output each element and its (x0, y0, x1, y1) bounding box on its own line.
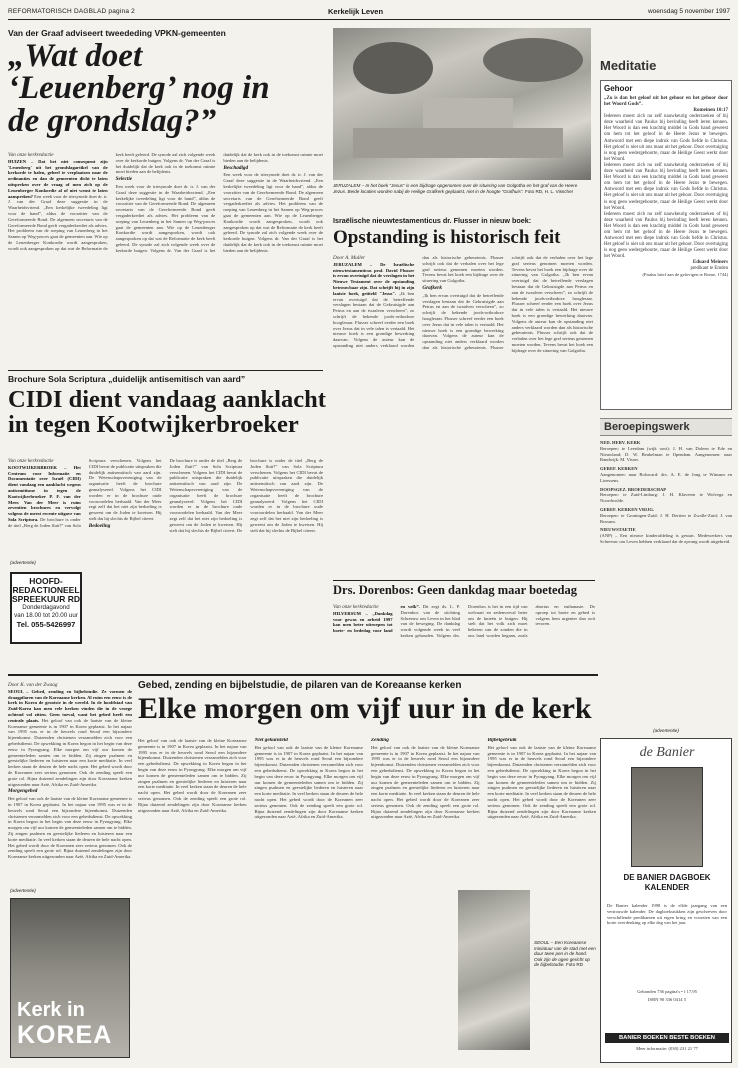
banier-ad (600, 738, 732, 1063)
article5-subhead-niet-gekunsteld: Niet gekunsteld (254, 738, 288, 743)
banier-contact: Meer informatie: (030) 231 21 77 (636, 1046, 698, 1051)
article1-text-3: Een week voor de triesynode doet dr. ir. J. van der Graaf deze suggestie in de Waarheidsvriend. „Een kerkelijke tweedeling ligt voor de hand”, aldus de voorzitter van de Gereformeerde Bond. De algemeen secretaris van de Gereformeerde Bond geeft vergaderkrediet als advies. Het probleem van de roeping van Leuenberg in het Samen op Weg-proces gaat de gemeenten aan. Wie op de Leuenberger Konkordie wordt aangesproken, wordt ook aangesproken op dat wat de Reformatie de kerk heeft geleerd. De synode zal zich volgende week over de kerkorde buigen. Volgens dr. Van der Graaf is het duidelijk dat de kerk ook in de toekomst ruimte moet bieden aan de belijdenis. (223, 172, 323, 253)
article3-text-2: „Ik ben ervan overtuigd dat de betreffende verslagen bestaan dat de Gekruisigde aan Petrus en aan de twaalven verscheen”, zo schrijft de bekende joods-orthodoxe hoogleraar. Flusser schreef eerder een boek over Jezus dat in vele talen is vertaald. Het nieuwe boek is een grondige bewerking daarvan. Volgens de auteur kan de opstanding niet anders verklaard worden dan als historische gebeurtenis. Flusser schrijft ook dat de verhalen over het lege graf serieus genomen moeten worden. Tevens bevat het boek een bijdrage over de situering van Golgotha. (422, 255, 593, 350)
article4-body (333, 604, 595, 668)
article5-intro (8, 682, 132, 882)
photo1-credit: Foto RD, H. L. Visscher (524, 188, 574, 194)
meditatie-author: Eduard Meiners (692, 260, 728, 266)
article3-text-3: „Ik ben ervan overtuigd dat de betreffende verslagen bestaan dat de Gekruisigde aan Petrus en aan de twaalven verscheen”, zo schrijft de bekende joods-orthodoxe hoogleraar. Flusser schreef eerder een boek over Jezus dat in vele talen is vertaald. Het nieuwe boek is een grondige bewerking daarvan. Volgens de auteur kan de opstanding niet anders verklaard worden dan als historische gebeurtenis. Flusser schrijft ook dat de verhalen over het lege graf serieus genomen moeten worden. Tevens bevat het boek een bijdrage over de situering van Golgotha. (511, 272, 593, 353)
seoul-photo-caption: SEOUL – Een Koreaanse miniatuur van de stad met een duur twee pen in de hand. Ook zijn de ogen gericht op de bijbelstudie. Foto RD (534, 940, 596, 968)
article4-byline: Van onze kerkredactie (333, 604, 379, 610)
article3-byline: Door A. Muller (333, 255, 366, 261)
article2-subhead: Bedoeling (88, 522, 111, 529)
article4-text: Dit zegt ds. L. P. Dorenbos van de stichting Schreeuw om Leven in het blad van de beweging. De dankdag wordt volgende week in veel kerken gehouden. Volgens drs. Dorenbos is het in een tijd van welvaart en zedenverval beter om de knieën te buigen. Hij stelt dat het volk zich moet bekeren van de zonden die in ons land worden begaan, zoals abortus en euthanasie. De oproep tot boete en gebed is volgens hem urgenter dan ooit tevoren. (400, 604, 595, 638)
article5-text-6: Het geloof van ook de laatste van de kleine Koreaanse gemeente is in 1907 in Korea geplaatst. In het najaar van 1995 was er in de heuvels rond Seoul een bijzondere bijeenkomst. Duizenden christenen verzamelden zich voor een gebedsdienst. De opwekking in Korea begon in het begin van deze eeuw in Pyongyang. Elke morgen om vijf uur komen de gemeenteleden samen om te bidden. Zij zingen psalmen en geestelijke liederen en luisteren naar een korte meditatie. In veel kerken staan de deuren de hele nacht open. Het gebed wordt door de Koreanen zeer serieus genomen. Ook de zending speelt een grote rol. Bijna duizend zendelingen zijn door Koreaanse kerken uitgezonden naar Azië, Afrika en Zuid-Amerika. (487, 744, 596, 820)
article3-subhead: Grafkerk (422, 284, 442, 291)
meditatie-body-2: Iedereen moest zich nu zelf nauwkeurig onderzoeken of hij deze waarheid van Paulus bij bevinding heeft leren kennen. Het Woord is dan een krachtig middel in Gods hand geweest om hem tot het geloof in de Heere Jezus te bewegen. Antwoord met een diepe indruk van Gods liefde in Christus. Het geloof is niet uit ons maar uit het gehoor. Door overtuiging is nog geen wedergeboorte, maar de Heilige Geest werkt door het Woord. (604, 162, 728, 211)
meditatie-verse: „Zo is dan het geloof uit het gehoor en het gehoor door het Woord Gods”. (604, 96, 728, 108)
hoofdredactioneel-ad: HOOFD- REDACTIONEEL SPREEKUUR RD Donderdagavond van 18.00 tot 20.00 uur Tel. 055-5426997 (10, 572, 82, 644)
jeruzalem-photo (333, 28, 591, 180)
meditatie-body: Iedereen moest zich nu zelf nauwkeurig onderzoeken of hij deze waarheid van Paulus bij bevinding heeft leren kennen. Het Woord is dan een krachtig middel in Gods hand geweest om hem tot het geloof in de Heere Jezus te bewegen. Antwoord met een diepe indruk van Gods liefde in Christus. Het geloof is niet uit ons maar uit het gehoor. Door overtuiging is nog geen wedergeboorte, maar de Heilige Geest werkt door het Woord. (604, 114, 728, 162)
meditatie-author-note2: (Paulus brief aan de gelovigen te Rome, 1744) (642, 272, 728, 278)
meditatie-box (600, 80, 732, 410)
article2-lead: KOOTWIJKERBROEK – Het Centrum voor Informatie en Documentatie over Israël (CIDI) dient vandaag een aanklacht wegens antisemitisme in tegen de Kootwijkerbroeker P. F. van der Meer. Van der Meer is ruim zeventien brochures en vervolgt volgens de meest recente uitgave van Sola Scriptura. (8, 464, 81, 522)
beroeps-entry: GEREF. KERKEN VRIJG. Beroepen: te Groningen-Zuid: J. H. Dertien te Zwolle-Zuid; J. van Rossum. (600, 506, 732, 524)
article1-subhead-beschadigd: Beschadigd (223, 164, 249, 171)
meditatie-title: Gehoor (604, 84, 633, 93)
issue-date: woensdag 5 november 1997 (647, 8, 730, 15)
article5-lead: SEOUL – Gebed, zending en bijbelstudie. Ze vormen de draagpilaren van de Koreaanse kerken. Al ruim een eeuw is de kerk in Korea de grootste in de wereld. In de hoofdstad van Zuid-Korea kan men vele kerken vinden die in de vroege ochtend vol zitten. Geen toeval, want het gebed heeft een centrale plaats. (8, 688, 132, 723)
article1-kicker: Van der Graaf adviseert tweededing VPKN-gemeenten (8, 28, 226, 38)
article3-body (333, 255, 593, 573)
article5-top-rule (8, 674, 598, 676)
article5-text-5: Het geloof van ook de laatste van de kleine Koreaanse gemeente is in 1907 in Korea geplaatst. In het najaar van 1995 was er in de heuvels rond Seoul een bijzondere bijeenkomst. Duizenden christenen verzamelden zich voor een gebedsdienst. De opwekking in Korea begon in het begin van deze eeuw in Pyongyang. Elke morgen om vijf uur komen de gemeenteleden samen om te bidden. Zij zingen psalmen en geestelijke liederen en luisteren naar een korte meditatie. In veel kerken staan de deuren de hele nacht open. Het gebed wordt door de Koreanen zeer serieus genomen. Ook de zending speelt een grote rol. Bijna duizend zendelingen zijn door Koreaanse kerken uitgezonden naar Azië, Afrika en Zuid-Amerika. (371, 744, 480, 820)
article4-lead: HILVERSUM – „Dankdag voor gewas en arbeid 1997 kan men beter uitroepen tot boete- en bededag voor land en volk”. (333, 604, 420, 634)
article2-text-3: De brochure is onder de titel „Berg de Joden fluit?” van Sola Scriptura verschenen. Volgens het CIDI bevat de publicatie uitspraken die duidelijk antisemitisch van aard zijn. De Wetenschapsvereniging van de organisatie heeft de brochure geanalyseerd. Volgens het CIDI worden er in de brochure oude vooroordelen herhaald. Van der Meer zegt zelf dat het niet zijn bedoeling is geweest om de Joden te kwetsen. Hij stelt dat hij slechts de Bijbel citeert. (236, 458, 323, 533)
ad3-line2: KOREA (17, 1021, 113, 1049)
section-title: Kerkelijk Leven (328, 7, 384, 16)
masthead (8, 6, 730, 20)
article5-headline: Elke morgen om vijf uur in de kerk (138, 694, 592, 725)
meditatie-body-3: Iedereen moest zich nu zelf nauwkeurig onderzoeken of hij deze waarheid van Paulus bij bevinding heeft leren kennen. Het Woord is dan een krachtig middel in Gods hand geweest om hem tot het geloof in de Heere Jezus te bewegen. Antwoord met een diepe indruk van Gods liefde in Christus. Het geloof is niet uit ons maar uit het gehoor. Door overtuiging is nog geen wedergeboorte, maar de Heilige Geest werkt door het Woord. (604, 211, 728, 260)
banier-book-cover (631, 767, 703, 867)
article5-subhead-bijbelgebruik: Bijbelgebruik (487, 738, 517, 743)
article3-headline: Opstanding is historisch feit (333, 228, 561, 248)
banier-body: De Banier kalender 1998 is de elfde jaargang van een vertrouwde kalender. De dagboekstukken zijn geschreven door verschillende predikanten uit eigen kring en voorzien van een korte overdenking op elke dag van het jaar. (607, 903, 727, 926)
meditatie-author-note: predikant te Emden (690, 266, 728, 272)
article2-text-2: De brochure is onder de titel „Berg de Joden fluit?” van Sola Scriptura verschenen. Volgens het CIDI bevat de publicatie uitspraken die duidelijk antisemitisch van aard zijn. De Wetenschapsvereniging van de organisatie heeft de brochure geanalyseerd. Volgens het CIDI worden er in de brochure oude vooroordelen herhaald. Van der Meer zegt zelf dat het niet zijn bedoeling is geweest om de Joden te kwetsen. Hij stelt dat hij slechts de Bijbel citeert. (169, 458, 243, 533)
article4-headline: Drs. Dorenbos: Geen dankdag maar boetedag (333, 584, 577, 597)
article4-top-rule (333, 580, 595, 581)
beroeps-entry: DOOPSGEZ. BROEDERSCHAP Beroepen: te Zuid-Limburg: J. H. Klaveren te Wolvega en Noordwolde. (600, 486, 732, 504)
article5-text-4: Het geloof van ook de laatste van de kleine Koreaanse gemeente is in 1907 in Korea geplaatst. In het najaar van 1995 was er in de heuvels rond Seoul een bijzondere bijeenkomst. Duizenden christenen verzamelden zich voor een gebedsdienst. De opwekking in Korea begon in het begin van deze eeuw in Pyongyang. Elke morgen om vijf uur komen de gemeenteleden samen om te bidden. Zij zingen psalmen en geestelijke liederen en luisteren naar een korte meditatie. In veel kerken staan de deuren de hele nacht open. Het gebed wordt door de Koreanen zeer serieus genomen. Ook de zending speelt een grote rol. Bijna duizend zendelingen zijn door Koreaanse kerken uitgezonden naar Azië, Afrika en Zuid-Amerika. (254, 744, 363, 820)
article2-kicker: Brochure Sola Scriptura „duidelijk antisemitisch van aard” (8, 374, 246, 384)
banier-shop: BANIER BOEKEN BESTE BOEKEN (605, 1033, 729, 1043)
article1-body (8, 152, 323, 364)
beroeps-entry: GEREF. KERKEN Aangenomen: naar Bolsward: drs. A. E. de Jong te Winsum en Lioessens. (600, 466, 732, 483)
ad1-tag: (advertentie) (10, 560, 36, 565)
beroeps-entry: NIEUWSTAETIE (ANP) – Een nieuwe kinderafdeling is gestart. Medewerkers van Schreeuw om Leven hebben verklaard dat de opvang wordt uitgebreid. (600, 527, 732, 544)
seoul-photo-credit: Foto RD (565, 962, 584, 968)
article2-headline: CIDI dient vandaag aanklacht in tegen Kootwijkerbroeker (8, 388, 326, 438)
seoul-photo (458, 890, 530, 1050)
article2-text: De brochure is onder de titel „Berg de Joden fluit?” van Sola Scriptura verschenen. Volgens het CIDI bevat de publicatie uitspraken die duidelijk antisemitisch van aard zijn. De Wetenschapsvereniging van de organisatie heeft de brochure geanalyseerd. Volgens het CIDI worden er in de brochure oude vooroordelen herhaald. Van der Meer zegt zelf dat het niet zijn bedoeling is geweest om de Joden te kwetsen. Hij stelt dat hij slechts de Bijbel citeert. (8, 458, 162, 528)
photo1-caption: JERUZALEM – In het boek "Jesus" is een bijdrage opgenomen over de situering van Golgotha en het graf van de Heere Jezus. Beide locaties worden nabij de Heilige Grafkerk geplaatst, niet in de hoogte "Grafhuis". Foto RD, H. L. Visscher (333, 183, 578, 194)
article5-subhead-morgengebed: Morgengebed (8, 788, 38, 795)
article3-lead: JERUZALEM – De Israëlische nieuwtestamenticus prof. David Flusser is ervan overtuigd dat de verslagen in het Nieuwe Testament over de opstanding betrouwbaar zijn. Dat schrijft hij in zijn laatste boek, getiteld "Jesus". (333, 261, 415, 296)
article5-kicker: Gebed, zending en bijbelstudie, de pilaren van de Koreaanse kerken (138, 680, 462, 691)
article3-kicker: Israëlische nieuwtestamenticus dr. Flusser in nieuw boek: (333, 216, 532, 225)
beroepingswerk-list (600, 440, 732, 660)
article5-subhead-zending: Zending (371, 738, 389, 743)
banier-book-title: DE BANIER DAGBOEK KALENDER (623, 873, 711, 892)
paper-name: REFORMATORISCH DAGBLAD pagina 2 (8, 8, 135, 15)
article1-byline: Van onze kerkredactie (8, 152, 54, 158)
article2-top-rule (8, 370, 323, 371)
article1-headline: „Wat doet ‘Leuenberg’ nog in de grondslag?” (8, 40, 270, 139)
banier-isbn: ISBN 90 336 0414 5 (647, 997, 687, 1002)
banier-price: Gebonden 736 pagina's • f 17,95 (637, 989, 697, 994)
article5-text: Het geloof van ook de laatste van de kleine Koreaanse gemeente is in 1907 in Korea geplaatst. In het najaar van 1995 was er in de heuvels rond Seoul een bijzondere bijeenkomst. Duizenden christenen verzamelden zich voor een gebedsdienst. De opwekking in Korea begon in het begin van deze eeuw in Pyongyang. Elke morgen om vijf uur komen de gemeenteleden samen om te bidden. Zij zingen psalmen en geestelijke liederen en luisteren naar een korte meditatie. In veel kerken staan de deuren de hele nacht open. Het gebed wordt door de Koreanen zeer serieus genomen. Ook de zending speelt een grote rol. Bijna duizend zendelingen zijn door Koreaanse kerken uitgezonden naar Azië, Afrika en Zuid-Amerika. (8, 717, 132, 787)
article5-byline: Door K. van der Zwaag (8, 682, 58, 688)
article3-text: „Ik ben ervan overtuigd dat de betreffende verslagen bestaan dat de Gekruisigde aan Petrus en aan de twaalven verscheen”, zo schrijft de bekende joods-orthodoxe hoogleraar. Flusser schreef eerder een boek over Jezus dat in vele talen is vertaald. Het nieuwe boek is een grondige bewerking daarvan. Volgens de auteur kan de opstanding niet anders verklaard worden dan als historische gebeurtenis. Flusser schrijft ook dat de verhalen over het lege graf serieus genomen moeten worden. Tevens bevat het boek een bijdrage over de situering van Golgotha. (333, 255, 504, 348)
article5-text-3: Het geloof van ook de laatste van de kleine Koreaanse gemeente is in 1907 in Korea geplaatst. In het najaar van 1995 was er in de heuvels rond Seoul een bijzondere bijeenkomst. Duizenden christenen verzamelden zich voor een gebedsdienst. De opwekking in Korea begon in het begin van deze eeuw in Pyongyang. Elke morgen om vijf uur komen de gemeenteleden samen om te bidden. Zij zingen psalmen en geestelijke liederen en luisteren naar een korte meditatie. In veel kerken staan de deuren de hele nacht open. Het gebed wordt door de Koreanen zeer serieus genomen. Ook de zending speelt een grote rol. Bijna duizend zendelingen zijn door Koreaanse kerken uitgezonden naar Azië, Afrika en Zuid-Amerika. (138, 738, 247, 813)
banier-brand: de Banier (639, 745, 695, 760)
ad3-line1: Kerk in (17, 999, 85, 1021)
beroeps-entry: NED. HERV. KERK Beroepen: te Leerdam (wijk oost): J. H. van Doleen te Ede en Nieuwland; D. W. Beukelman te Ilpendam. Aangenomen: naar Randwijk: M. Visser. (600, 440, 732, 463)
meditatie-header: Meditatie (600, 58, 657, 73)
beroepingswerk-banner: Beroepingswerk (600, 418, 732, 436)
ad3-tag: (advertentie) (10, 888, 36, 893)
meditatie-ref: Romeinen 10:17 (693, 108, 728, 114)
article1-subhead-selectie: Selectie (115, 176, 133, 183)
kerk-in-korea-ad (10, 898, 130, 1058)
article1-text: Een week voor de triesynode doet dr. ir. J. van der Graaf deze suggestie in de Waarheidsvriend. „Een kerkelijke tweedeling ligt voor de hand”, aldus de voorzitter van de Gereformeerde Bond. De algemeen secretaris van de Gereformeerde Bond geeft vergaderkrediet als advies. Het probleem van de roeping van Leuenberg in het Samen op Weg-proces gaat de gemeenten aan. Wie op de Leuenberger Konkordie wordt aangesproken, wordt ook aangesproken op dat wat de Reformatie de kerk heeft geleerd. De synode zal zich volgende week over de kerkorde buigen. Volgens dr. Van der Graaf is het duidelijk dat de kerk ook in de toekomst ruimte moet bieden aan de belijdenis. (8, 152, 216, 251)
article5-text-2: Het geloof van ook de laatste van de kleine Koreaanse gemeente is in 1907 in Korea geplaatst. In het najaar van 1995 was er in de heuvels rond Seoul een bijzondere bijeenkomst. Duizenden christenen verzamelden zich voor een gebedsdienst. De opwekking in Korea begon in het begin van deze eeuw in Pyongyang. Elke morgen om vijf uur komen de gemeenteleden samen om te bidden. Zij zingen psalmen en geestelijke liederen en luisteren naar een korte meditatie. In veel kerken staan de deuren de hele nacht open. Het gebed wordt door de Koreanen zeer serieus genomen. Ook de zending speelt een grote rol. Bijna duizend zendelingen zijn door Koreaanse kerken uitgezonden naar Azië, Afrika en Zuid-Amerika. (8, 796, 132, 860)
photo-trees (333, 28, 591, 180)
article1-lead: HUIZEN – Dat het niet consequent zijn 'Leuenberg' uit het grondslagartikel van de kerkorde te halen, geheel te verplaatsen naar de ordinanties en dan de gemeenten dicht te laten uitspreken over de vraag of men zich op de Leuenberger Konkordie al of niet wenst te laten aanspreken? (8, 158, 108, 199)
article1-text-2: Een week voor de triesynode doet dr. ir. J. van der Graaf deze suggestie in de Waarheidsvriend. „Een kerkelijke tweedeling ligt voor de hand”, aldus de voorzitter van de Gereformeerde Bond. De algemeen secretaris van de Gereformeerde Bond geeft vergaderkrediet als advies. Het probleem van de roeping van Leuenberg in het Samen op Weg-proces gaat de gemeenten aan. Wie op de Leuenberger Konkordie wordt aangesproken, wordt ook aangesproken op dat wat de Reformatie de kerk heeft geleerd. De synode zal zich volgende week over de kerkorde buigen. Volgens dr. Van der Graaf is het duidelijk dat de kerk ook in de toekomst ruimte moet bieden aan de belijdenis. (115, 152, 323, 253)
ad2-tag: (advertentie) (653, 728, 679, 733)
article2-byline: Van onze kerkredactie (8, 458, 54, 464)
